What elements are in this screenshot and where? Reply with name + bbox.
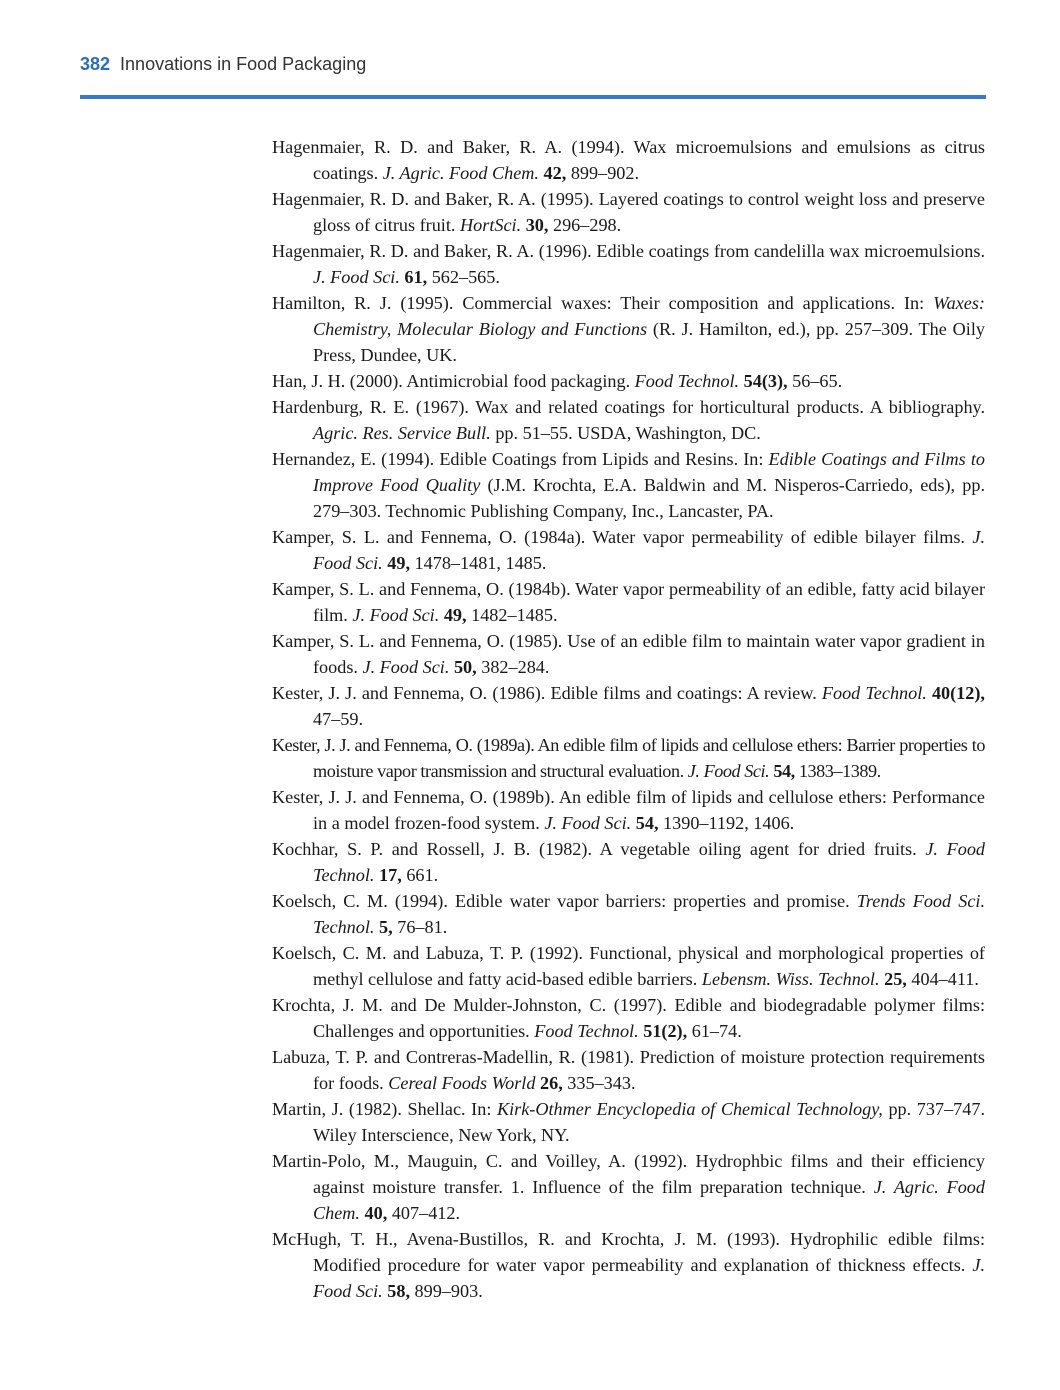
reference-entry: Labuza, T. P. and Contreras-Madellin, R. (1981). Prediction of moisture protection requirements for foods. Cereal Foods World 26, 335–343. [272,1047,985,1093]
reference-entry: Kester, J. J. and Fennema, O. (1989a). An edible film of lipids and cellulose ethers: Barrier properties to moisture vapor transmission and structural evaluation. J. Food Sci. 54, 1383–1389. [272,735,985,781]
reference-entry: Han, J. H. (2000). Antimicrobial food packaging. Food Technol. 54(3), 56–65. [272,371,843,391]
header-rule [80,95,986,99]
reference-entry: McHugh, T. H., Avena-Bustillos, R. and Krochta, J. M. (1993). Hydrophilic edible films: Modified procedure for water vapor permeability and explanation of thickness effects. J. Food Sci. 58, 899–903. [272,1229,985,1301]
reference-entry: Kochhar, S. P. and Rossell, J. B. (1982). A vegetable oiling agent for dried fruits. J. Food Technol. 17, 661. [272,839,986,885]
reference-entry: Hagenmaier, R. D. and Baker, R. A. (1994). Wax microemulsions and emulsions as citrus coatings. J. Agric. Food Chem. 42, 899–902. [272,137,985,183]
reference-entry: Kamper, S. L. and Fennema, O. (1984b). Water vapor permeability of an edible, fatty acid bilayer film. J. Food Sci. 49, 1482–1485. [272,579,985,625]
page-number: 382 [80,54,111,74]
running-header [80,54,986,98]
reference-entry: Hagenmaier, R. D. and Baker, R. A. (1996). Edible coatings from candelilla wax microemulsions. J. Food Sci. 61, 562–565. [272,241,985,287]
reference-entry: Hagenmaier, R. D. and Baker, R. A. (1995). Layered coatings to control weight loss and preserve gloss of citrus fruit. HortSci. 30, 296–298. [272,189,985,235]
reference-entry: Hernandez, E. (1994). Edible Coatings from Lipids and Resins. In: Edible Coatings and Films to Improve Food Quality (J.M. Krochta, E.A. Baldwin and M. Nisperos-Carriedo, eds), pp. 279–303. Technomic Publishing Company, Inc., Lancaster, PA. [272,449,985,521]
reference-entry: Koelsch, C. M. and Labuza, T. P. (1992). Functional, physical and morphological properties of methyl cellulose and fatty acid-based edible barriers. Lebensm. Wiss. Technol. 25, 404–411. [272,943,985,989]
reference-entry: Koelsch, C. M. (1994). Edible water vapor barriers: properties and promise. Trends Food Sci. Technol. 5, 76–81. [272,891,985,937]
reference-entry: Kester, J. J. and Fennema, O. (1989b). An edible film of lipids and cellulose ethers: Performance in a model frozen-food system. J. Food Sci. 54, 1390–1192, 1406. [272,787,985,833]
reference-entry: Hardenburg, R. E. (1967). Wax and related coatings for horticultural products. A bibliography. Agric. Res. Service Bull. pp. 51–55. USDA, Washington, DC. [272,397,985,443]
book-title: Innovations in Food Packaging [120,54,367,74]
reference-entry: Martin-Polo, M., Mauguin, C. and Voilley, A. (1992). Hydrophbic films and their efficiency against moisture transfer. 1. Influence of the film preparation technique. J. Agric. Food Chem. 40, 407–412. [272,1151,985,1223]
reference-entry: Martin, J. (1982). Shellac. In: Kirk-Othmer Encyclopedia of Chemical Technology, pp. 737–747. Wiley Interscience, New York, NY. [272,1099,985,1145]
reference-entry: Kamper, S. L. and Fennema, O. (1984a). Water vapor permeability of edible bilayer films. J. Food Sci. 49, 1478–1481, 1485. [272,527,985,573]
reference-entry: Kamper, S. L. and Fennema, O. (1985). Use of an edible film to maintain water vapor gradient in foods. J. Food Sci. 50, 382–284. [272,631,985,677]
reference-entry: Krochta, J. M. and De Mulder-Johnston, C. (1997). Edible and biodegradable polymer films: Challenges and opportunities. Food Technol. 51(2), 61–74. [272,995,985,1041]
reference-entry: Hamilton, R. J. (1995). Commercial waxes: Their composition and applications. In: Waxes: Chemistry, Molecular Biology and Functions (R. J. Hamilton, ed.), pp. 257–309. The Oily Press, Dundee, UK. [272,293,985,365]
reference-list [272,134,985,1304]
reference-entry: Kester, J. J. and Fennema, O. (1986). Edible films and coatings: A review. Food Technol. 40(12), 47–59. [272,683,985,729]
